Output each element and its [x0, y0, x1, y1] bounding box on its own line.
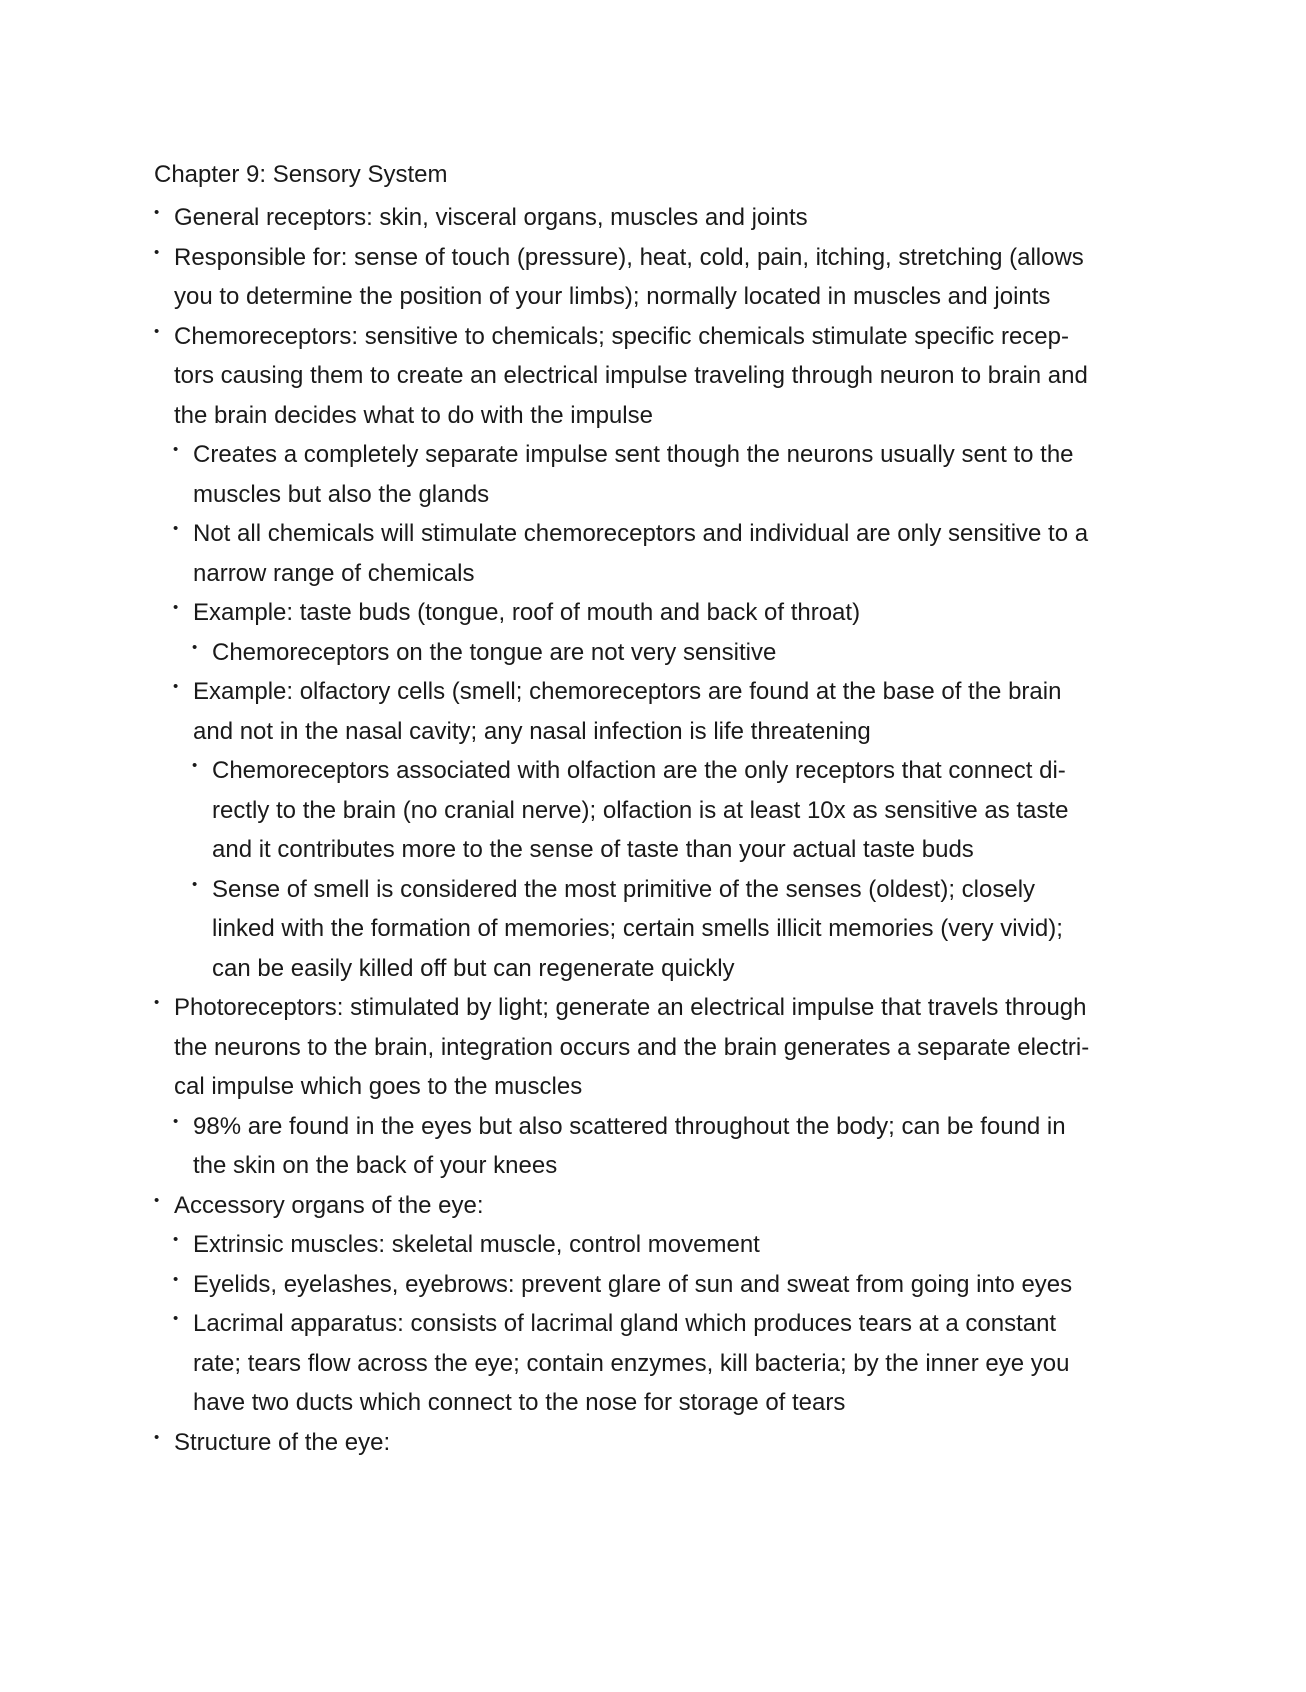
bullet-icon: • — [173, 520, 179, 537]
list-item-text-line: Photoreceptors: stimulated by light; generate an electrical impulse that travels through — [174, 994, 1087, 1021]
bullet-list — [154, 198, 1164, 1462]
list-item-text-line: Not all chemicals will stimulate chemoreceptors and individual are only sensitive to a — [193, 520, 1089, 547]
list-item-text-line: General receptors: skin, visceral organs, muscles and joints — [174, 204, 808, 231]
bullet-icon: • — [173, 1270, 179, 1288]
list-item — [154, 1186, 1164, 1226]
list-item-text-line: Lacrimal apparatus: consists of lacrimal gland which produces tears at a constant — [193, 1310, 1057, 1337]
list-item-text-line: Chemoreceptors on the tongue are not very sensitive — [212, 638, 777, 666]
list-item — [154, 988, 1164, 1107]
bullet-icon: • — [154, 1191, 160, 1209]
list-item-text-line: the skin on the back of your knees — [193, 1152, 558, 1179]
list-item-text-line: rate; tears flow across the eye; contain enzymes, kill bacteria; by the inner eye you — [193, 1349, 1070, 1377]
list-item-text-line: Accessory organs of the eye: — [174, 1191, 484, 1219]
list-item — [154, 514, 1164, 593]
list-item — [154, 870, 1164, 989]
list-item-text-line: cal impulse which goes to the muscles — [174, 1073, 583, 1100]
list-item-text-line: narrow range of chemicals — [193, 559, 475, 587]
bullet-icon: • — [154, 243, 160, 261]
list-item — [154, 1423, 1164, 1463]
list-item — [154, 751, 1164, 870]
list-item — [154, 1304, 1164, 1423]
list-item-text-line: Eyelids, eyelashes, eyebrows: prevent glare of sun and sweat from going into eyes — [193, 1270, 1073, 1298]
list-item-text-line: and it contributes more to the sense of taste than your actual taste buds — [212, 836, 974, 863]
list-item-text-line: Chemoreceptors: sensitive to chemicals; specific chemicals stimulate specific recep- — [174, 322, 1069, 350]
list-item-text-line: linked with the formation of memories; certain smells illicit memories (very vivid); — [212, 915, 1063, 942]
list-item-text-line: the neurons to the brain, integration occurs and the brain generates a separate electri- — [174, 1033, 1090, 1061]
bullet-icon: • — [192, 875, 198, 893]
list-item-text-line: Structure of the eye: — [174, 1428, 391, 1456]
bullet-icon: • — [154, 204, 160, 221]
bullet-icon: • — [173, 441, 179, 458]
list-item-text-line: rectly to the brain (no cranial nerve); olfaction is at least 10x as sensitive as taste — [212, 796, 1069, 824]
bullet-icon: • — [173, 1112, 179, 1130]
list-item — [154, 198, 1164, 238]
list-item-text-line: 98% are found in the eyes but also scattered throughout the body; can be found in — [193, 1112, 1066, 1140]
list-item-text-line: muscles but also the glands — [193, 480, 490, 508]
bullet-icon: • — [192, 638, 198, 656]
list-item-text-line: the brain decides what to do with the impulse — [174, 401, 653, 429]
list-item — [154, 672, 1164, 751]
bullet-icon: • — [192, 757, 198, 774]
list-item-text-line: can be easily killed off but can regenerate quickly — [212, 954, 735, 982]
list-item-text-line: Responsible for: sense of touch (pressure), heat, cold, pain, itching, stretching (allows — [174, 243, 1084, 271]
bullet-icon: • — [154, 994, 160, 1011]
page-title: Chapter 9: Sensory System — [154, 161, 448, 188]
list-item-text-line: Example: taste buds (tongue, roof of mouth and back of throat) — [193, 599, 861, 626]
list-item-text-line: Creates a completely separate impulse sent though the neurons usually sent to the — [193, 441, 1074, 468]
list-item-text-line: Chemoreceptors associated with olfaction are the only receptors that connect di- — [212, 757, 1066, 784]
list-item — [154, 435, 1164, 514]
list-item — [154, 238, 1164, 317]
list-item — [154, 593, 1164, 633]
list-item-text-line: and not in the nasal cavity; any nasal infection is life threatening — [193, 717, 871, 745]
list-item-text-line: have two ducts which connect to the nose for storage of tears — [193, 1389, 846, 1416]
list-item-text-line: Extrinsic muscles: skeletal muscle, control movement — [193, 1231, 760, 1258]
list-item — [154, 1107, 1164, 1186]
list-item — [154, 1225, 1164, 1265]
list-item — [154, 317, 1164, 436]
list-item-text-line: Example: olfactory cells (smell; chemoreceptors are found at the base of the brain — [193, 678, 1062, 705]
bullet-icon: • — [173, 1310, 179, 1327]
list-item-text-line: Sense of smell is considered the most primitive of the senses (oldest); closely — [212, 875, 1036, 903]
list-item-text-line: you to determine the position of your limbs); normally located in muscles and joints — [174, 283, 1051, 310]
bullet-icon: • — [154, 1428, 160, 1446]
bullet-icon: • — [173, 599, 179, 616]
bullet-icon: • — [154, 322, 160, 340]
list-item — [154, 1265, 1164, 1305]
list-item-text-line: tors causing them to create an electrical impulse traveling through neuron to brain and — [174, 362, 1088, 389]
list-item — [154, 633, 1164, 673]
bullet-icon: • — [173, 678, 179, 695]
bullet-icon: • — [173, 1231, 179, 1248]
